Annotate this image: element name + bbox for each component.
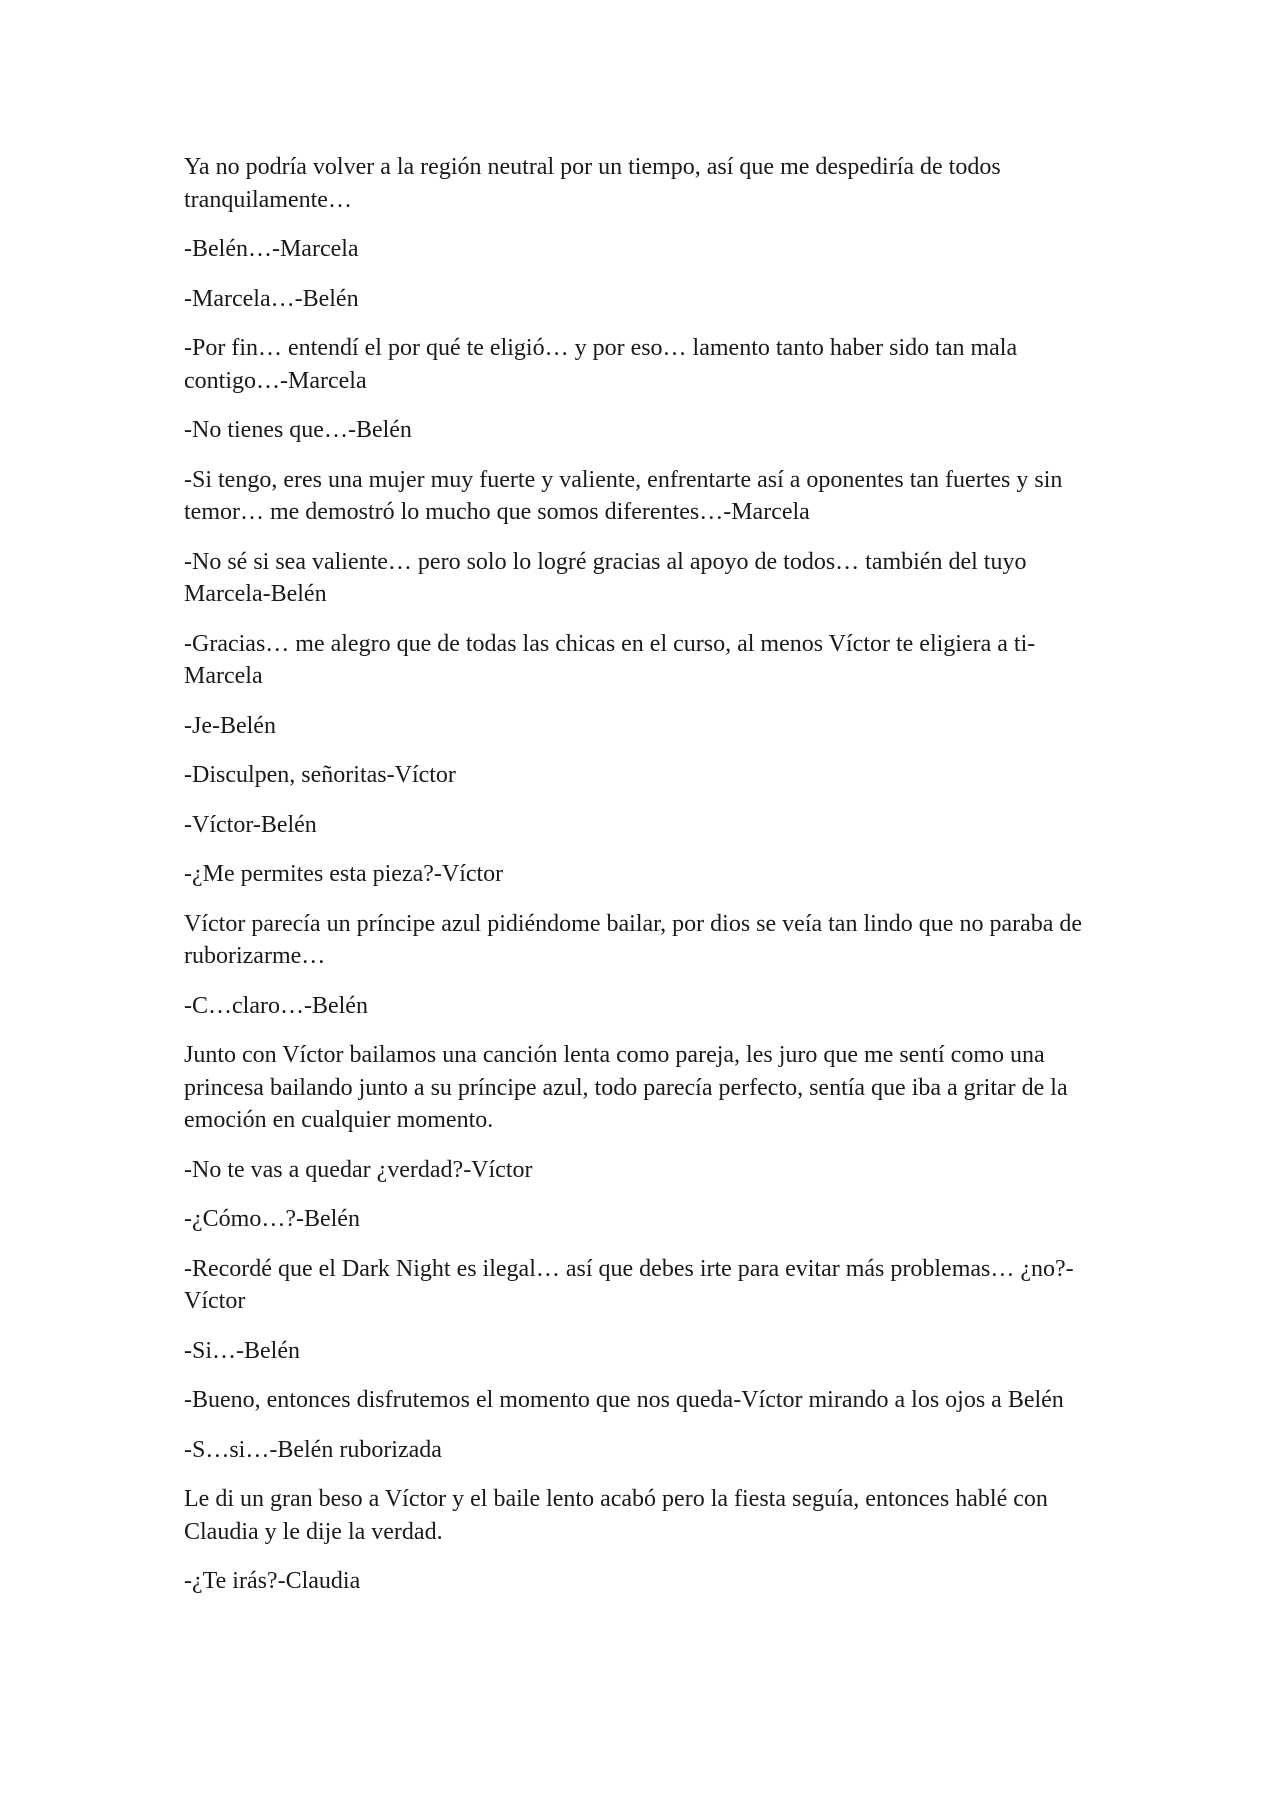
paragraph: -Recordé que el Dark Night es ilegal… así que debes irte para evitar más problemas… ¿no?-Víctor: [184, 1255, 1074, 1314]
paragraph: -¿Me permites esta pieza?-Víctor: [184, 861, 504, 887]
paragraph: Junto con Víctor bailamos una canción lenta como pareja, les juro que me sentí como una princesa bailando junto a su príncipe azul, todo parecía perfecto, sentía que iba a gritar de la emoción en cualquier momento.: [184, 1042, 1068, 1133]
paragraph: -Disculpen, señoritas-Víctor: [184, 762, 456, 788]
paragraph: -Si tengo, eres una mujer muy fuerte y valiente, enfrentarte así a oponentes tan fuertes y sin temor… me demostró lo mucho que somos diferentes…-Marcela: [184, 466, 1063, 525]
document-page: [184, 151, 1104, 1615]
paragraph: -C…claro…-Belén: [184, 992, 368, 1019]
paragraph: -Belén…-Marcela: [184, 236, 359, 262]
paragraph: -¿Te irás?-Claudia: [184, 1568, 361, 1594]
paragraph: -Víctor-Belén: [184, 811, 317, 838]
paragraph: -No te vas a quedar ¿verdad?-Víctor: [184, 1156, 533, 1183]
paragraph: Le di un gran beso a Víctor y el baile lento acabó pero la fiesta seguía, entonces hablé con Claudia y le dije la verdad.: [184, 1486, 1048, 1545]
paragraph: Ya no podría volver a la región neutral por un tiempo, así que me despediría de todos tranquilamente…: [184, 154, 1001, 213]
paragraph: -No tienes que…-Belén: [184, 417, 412, 443]
paragraph: -¿Cómo…?-Belén: [184, 1206, 360, 1232]
paragraph: -Por fin… entendí el por qué te eligió… y por eso… lamento tanto haber sido tan mala contigo…-Marcela: [184, 335, 1018, 394]
paragraph: -Bueno, entonces disfrutemos el momento que nos queda-Víctor mirando a los ojos a Belén: [184, 1387, 1064, 1413]
paragraph: -Marcela…-Belén: [184, 285, 359, 312]
paragraph: -Gracias… me alegro que de todas las chicas en el curso, al menos Víctor te eligiera a ti-Marcela: [184, 630, 1036, 689]
paragraph: -S…si…-Belén ruborizada: [184, 1436, 442, 1463]
paragraph: -Je-Belén: [184, 712, 276, 739]
paragraph: -Si…-Belén: [184, 1337, 300, 1364]
paragraph: Víctor parecía un príncipe azul pidiéndome bailar, por dios se veía tan lindo que no paraba de ruborizarme…: [184, 910, 1083, 969]
paragraph: -No sé si sea valiente… pero solo lo logré gracias al apoyo de todos… también del tuyo Marcela-Belén: [184, 548, 1027, 607]
